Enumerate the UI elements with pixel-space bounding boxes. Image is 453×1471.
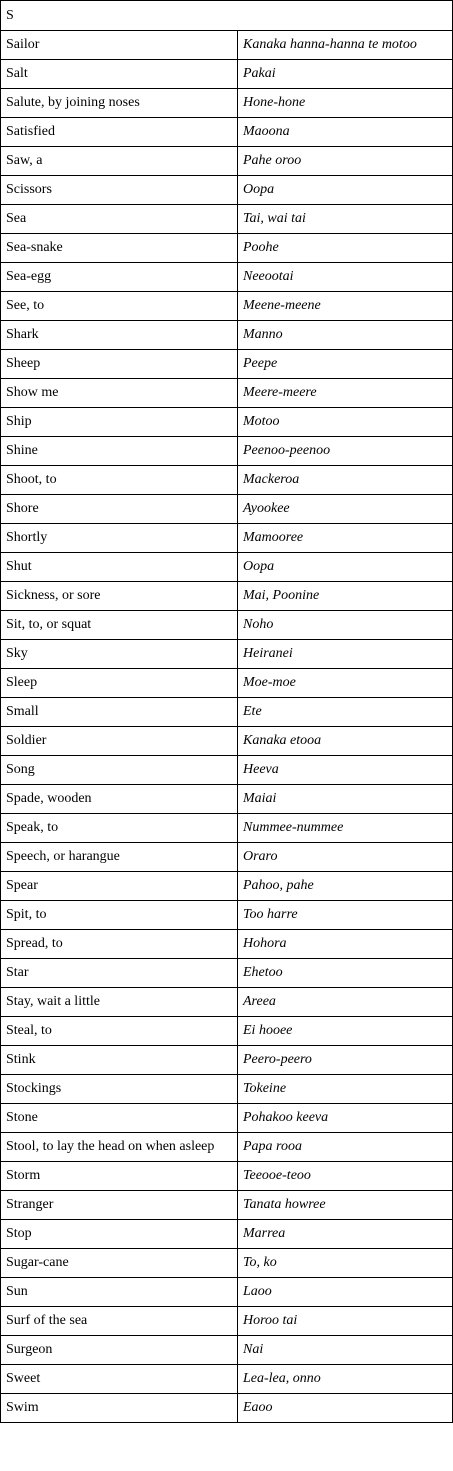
table-row: [1, 89, 453, 118]
english-term: Small: [1, 698, 238, 727]
english-term: Surf of the sea: [1, 1307, 238, 1336]
english-term: Sweet: [1, 1365, 238, 1394]
table-row: [1, 959, 453, 988]
native-translation: Manno: [238, 321, 453, 350]
table-row: [1, 1104, 453, 1133]
section-letter: S: [1, 1, 453, 31]
english-term: Spit, to: [1, 901, 238, 930]
english-term: Stink: [1, 1046, 238, 1075]
native-translation: Peero-peero: [238, 1046, 453, 1075]
english-term: Spade, wooden: [1, 785, 238, 814]
english-term: Stone: [1, 1104, 238, 1133]
table-row: [1, 1249, 453, 1278]
table-row: [1, 1307, 453, 1336]
table-row: [1, 1394, 453, 1423]
native-translation: Noho: [238, 611, 453, 640]
table-row: [1, 669, 453, 698]
english-term: Salt: [1, 60, 238, 89]
table-row: [1, 205, 453, 234]
english-term: Sit, to, or squat: [1, 611, 238, 640]
english-term: Song: [1, 756, 238, 785]
english-term: Shut: [1, 553, 238, 582]
native-translation: Marrea: [238, 1220, 453, 1249]
native-translation: Meere-meere: [238, 379, 453, 408]
native-translation: Ei hooee: [238, 1017, 453, 1046]
english-term: Scissors: [1, 176, 238, 205]
english-term: Star: [1, 959, 238, 988]
english-term: Sleep: [1, 669, 238, 698]
native-translation: Heiranei: [238, 640, 453, 669]
table-row: [1, 1075, 453, 1104]
english-term: Spread, to: [1, 930, 238, 959]
english-term: Shore: [1, 495, 238, 524]
english-term: Stockings: [1, 1075, 238, 1104]
native-translation: Tai, wai tai: [238, 205, 453, 234]
table-row: [1, 292, 453, 321]
table-row: [1, 814, 453, 843]
native-translation: Hone-hone: [238, 89, 453, 118]
table-row: [1, 640, 453, 669]
native-translation: Meene-meene: [238, 292, 453, 321]
native-translation: Too harre: [238, 901, 453, 930]
native-translation: Ete: [238, 698, 453, 727]
table-row: [1, 31, 453, 60]
native-translation: Mackeroa: [238, 466, 453, 495]
native-translation: Pahe oroo: [238, 147, 453, 176]
table-row: [1, 1162, 453, 1191]
native-translation: Peepe: [238, 350, 453, 379]
native-translation: Ehetoo: [238, 959, 453, 988]
table-row: [1, 379, 453, 408]
table-row: [1, 582, 453, 611]
english-term: Sailor: [1, 31, 238, 60]
native-translation: Pahoo, pahe: [238, 872, 453, 901]
english-term: Stool, to lay the head on when asleep: [1, 1133, 238, 1162]
native-translation: Tanata howree: [238, 1191, 453, 1220]
native-translation: Peenoo-peenoo: [238, 437, 453, 466]
table-row: [1, 495, 453, 524]
table-row: [1, 1017, 453, 1046]
english-term: Swim: [1, 1394, 238, 1423]
table-row: [1, 611, 453, 640]
table-row: [1, 785, 453, 814]
english-term: Shine: [1, 437, 238, 466]
table-row: [1, 60, 453, 89]
table-row: [1, 756, 453, 785]
english-term: Spear: [1, 872, 238, 901]
native-translation: Poohe: [238, 234, 453, 263]
native-translation: Oopa: [238, 176, 453, 205]
english-term: Sea-egg: [1, 263, 238, 292]
native-translation: To, ko: [238, 1249, 453, 1278]
english-term: Shark: [1, 321, 238, 350]
english-term: Steal, to: [1, 1017, 238, 1046]
english-term: Sugar-cane: [1, 1249, 238, 1278]
table-row: [1, 263, 453, 292]
table-row: [1, 698, 453, 727]
native-translation: Nummee-nummee: [238, 814, 453, 843]
table-row: [1, 118, 453, 147]
english-term: Speech, or harangue: [1, 843, 238, 872]
native-translation: Lea-lea, onno: [238, 1365, 453, 1394]
native-translation: Motoo: [238, 408, 453, 437]
english-term: Shoot, to: [1, 466, 238, 495]
english-term: Salute, by joining noses: [1, 89, 238, 118]
english-term: Surgeon: [1, 1336, 238, 1365]
english-term: Saw, a: [1, 147, 238, 176]
native-translation: Moe-moe: [238, 669, 453, 698]
native-translation: Mai, Poonine: [238, 582, 453, 611]
table-row: [1, 727, 453, 756]
english-term: Speak, to: [1, 814, 238, 843]
english-term: Stop: [1, 1220, 238, 1249]
table-row: [1, 408, 453, 437]
table-row: [1, 350, 453, 379]
table-row: [1, 1336, 453, 1365]
english-term: Stay, wait a little: [1, 988, 238, 1017]
table-row: [1, 1220, 453, 1249]
native-translation: Mamooree: [238, 524, 453, 553]
english-term: Sea: [1, 205, 238, 234]
native-translation: Eaoo: [238, 1394, 453, 1423]
native-translation: Papa rooa: [238, 1133, 453, 1162]
english-term: Stranger: [1, 1191, 238, 1220]
table-row: [1, 843, 453, 872]
english-term: See, to: [1, 292, 238, 321]
english-term: Show me: [1, 379, 238, 408]
native-translation: Neeootai: [238, 263, 453, 292]
native-translation: Oraro: [238, 843, 453, 872]
table-row: [1, 930, 453, 959]
native-translation: Maiai: [238, 785, 453, 814]
native-translation: Areea: [238, 988, 453, 1017]
native-translation: Heeva: [238, 756, 453, 785]
table-row: [1, 553, 453, 582]
native-translation: Horoo tai: [238, 1307, 453, 1336]
section-header-row: [1, 1, 453, 31]
table-row: [1, 147, 453, 176]
vocabulary-table-body: [1, 1, 453, 1423]
table-row: [1, 437, 453, 466]
table-row: [1, 466, 453, 495]
native-translation: Nai: [238, 1336, 453, 1365]
native-translation: Teeooe-teoo: [238, 1162, 453, 1191]
english-term: Sky: [1, 640, 238, 669]
table-row: [1, 524, 453, 553]
english-term: Soldier: [1, 727, 238, 756]
native-translation: Pakai: [238, 60, 453, 89]
table-row: [1, 901, 453, 930]
english-term: Sickness, or sore: [1, 582, 238, 611]
english-term: Ship: [1, 408, 238, 437]
native-translation: Ayookee: [238, 495, 453, 524]
table-row: [1, 1133, 453, 1162]
table-row: [1, 1365, 453, 1394]
english-term: Satisfied: [1, 118, 238, 147]
table-row: [1, 176, 453, 205]
table-row: [1, 988, 453, 1017]
table-row: [1, 234, 453, 263]
table-row: [1, 321, 453, 350]
table-row: [1, 1278, 453, 1307]
english-term: Sea-snake: [1, 234, 238, 263]
english-term: Sheep: [1, 350, 238, 379]
table-row: [1, 1191, 453, 1220]
native-translation: Pohakoo keeva: [238, 1104, 453, 1133]
native-translation: Tokeine: [238, 1075, 453, 1104]
english-term: Shortly: [1, 524, 238, 553]
native-translation: Maoona: [238, 118, 453, 147]
native-translation: Oopa: [238, 553, 453, 582]
native-translation: Kanaka hanna-hanna te motoo: [238, 31, 453, 60]
table-row: [1, 872, 453, 901]
native-translation: Hohora: [238, 930, 453, 959]
english-term: Storm: [1, 1162, 238, 1191]
table-row: [1, 1046, 453, 1075]
english-term: Sun: [1, 1278, 238, 1307]
native-translation: Laoo: [238, 1278, 453, 1307]
native-translation: Kanaka etooa: [238, 727, 453, 756]
